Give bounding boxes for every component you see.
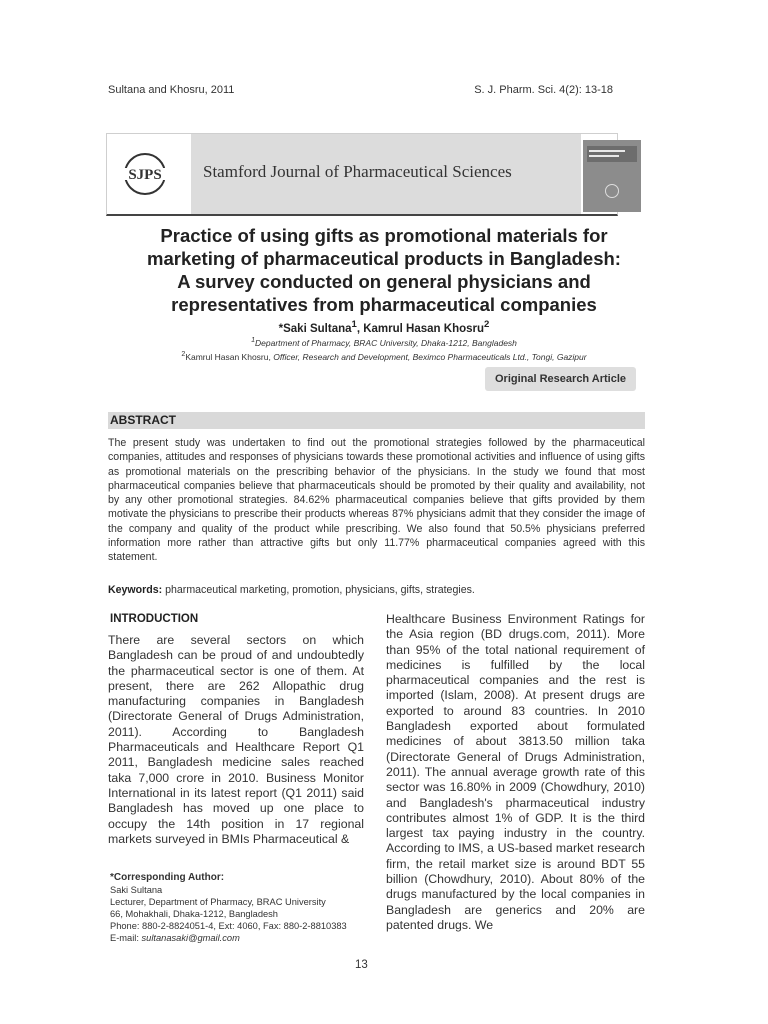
affiliation-superscript: 2 bbox=[181, 350, 186, 358]
title-line: Practice of using gifts as promotional materials for bbox=[160, 225, 608, 246]
corresponding-author bbox=[110, 872, 380, 944]
corresponding-name: Saki Sultana bbox=[110, 885, 163, 895]
keywords-label: Keywords: bbox=[108, 584, 163, 596]
journal-logo bbox=[107, 134, 183, 214]
abstract-text: The present study was undertaken to find out the promotional strategies followed by the pharmaceutical companies, attitudes and responses of physicians towards these promotional activities and influence of using gifts as promotional materials on the prescribing behavior of the physicians. In the study we found that most pharmaceutical companies believe that pharmaceuticals should be promoted by their quality and availability, not by any other promotional strategies. 84.62% pharmaceutical companies believe that gifts provided by them motivate the physicians to prescribe their products whereas 87% physicians admit that they consider the image of the company and quality of the product while prescribing. We also found that 50.5% physicians preferred information more rather than attractive gifts but only 11.77% pharmaceutical companies agreed with this statement. bbox=[108, 437, 645, 564]
article-title bbox=[100, 224, 668, 316]
abstract-heading-bar bbox=[108, 412, 645, 429]
corresponding-heading: *Corresponding Author: bbox=[110, 872, 225, 883]
body-column-right: Healthcare Business Environment Ratings for the Asia region (BD drugs.com, 2011). More than 95% of the total national requirement of medicines is fulfilled by the local pharmaceutical companies and the rest is imported (Islam, 2008). At present drugs are exported to around 83 countries. In 2010 Bangladesh exported about formulated medicines of about 3813.50 million taka (Directorate General of Drugs Administration, 2011). The annual average growth rate of this sector was 16.80% in 2009 (Chowdhury, 2010) and Bangladesh's pharmaceutical industry contributes almost 1% of GDP. It is the third largest tax paying industry in the country. According to IMS, a US-based market research firm, the retail market size is around BDT 55 billion (Chowdhury, 2010). About 80% of the drugs manufactured by the local companies in Bangladesh are generics and 20% are patented drugs. We bbox=[386, 612, 645, 932]
author-separator: , bbox=[356, 322, 364, 335]
author-name: Kamrul Hasan Khosru bbox=[363, 322, 485, 335]
running-header-left: Sultana and Khosru, 2011 bbox=[108, 84, 235, 96]
page-number: 13 bbox=[355, 959, 368, 971]
running-header-right: S. J. Pharm. Sci. 4(2): 13-18 bbox=[474, 84, 613, 96]
author-superscript: 1 bbox=[351, 319, 357, 330]
abstract-heading: ABSTRACT bbox=[110, 413, 176, 427]
corresponding-address: 66, Mohakhali, Dhaka-1212, Bangladesh bbox=[110, 909, 278, 919]
affiliation-name: Kamrul Hasan Khosru, bbox=[185, 351, 274, 362]
body-column-left: There are several sectors on which Bangladesh can be proud of and undoubtedly the pharmaceutical sector is one of them. At present, there are 262 Allopathic drug manufacturing companies in Bangladesh (Directorate General of Drugs Administration, 2011). According to Bangladesh Pharmaceuticals and Healthcare Report Q1 2011, Bangladesh medicine sales reached taka 7,000 crore in 2010. Business Monitor International in its latest report (Q1 2011) said Bangladesh has moved up one place to occupy the 14th position in 17 regional markets surveyed in BMIs Pharmaceutical & bbox=[108, 633, 364, 846]
author-name: *Saki Sultana bbox=[278, 322, 352, 335]
title-line: A survey conducted on general physicians and bbox=[177, 271, 591, 292]
keywords-text: pharmaceutical marketing, promotion, physicians, gifts, strategies. bbox=[162, 584, 475, 596]
affiliation-1 bbox=[100, 336, 668, 348]
author-list bbox=[100, 319, 668, 335]
title-line: representatives from pharmaceutical companies bbox=[171, 294, 597, 315]
journal-banner bbox=[106, 133, 618, 216]
introduction-heading: INTRODUCTION bbox=[110, 613, 199, 625]
sjps-logo-icon bbox=[115, 146, 175, 202]
affiliation-text: Department of Pharmacy, BRAC University, Dhaka-1212, Bangladesh bbox=[255, 337, 517, 348]
corresponding-position: Lecturer, Department of Pharmacy, BRAC University bbox=[110, 897, 326, 907]
journal-cover-thumbnail bbox=[583, 140, 641, 212]
affiliation-2 bbox=[100, 350, 668, 362]
title-line: marketing of pharmaceutical products in Bangladesh: bbox=[147, 248, 621, 269]
corresponding-email-line bbox=[110, 932, 380, 944]
article-type-badge: Original Research Article bbox=[485, 367, 636, 391]
keywords bbox=[108, 584, 645, 596]
email-address[interactable]: sultanasaki@gmail.com bbox=[141, 933, 240, 943]
affiliation-text: Officer, Research and Development, Beximco Pharmaceuticals Ltd., Tongi, Gazipur bbox=[273, 351, 587, 362]
email-label: E-mail: bbox=[110, 933, 142, 943]
logo-text: SJPS bbox=[128, 167, 162, 183]
corresponding-phone: Phone: 880-2-8824051-4, Ext: 4060, Fax: 880-2-8810383 bbox=[110, 921, 347, 931]
affiliation-superscript: 1 bbox=[251, 336, 256, 344]
journal-name: Stamford Journal of Pharmaceutical Sciences bbox=[203, 162, 512, 181]
author-superscript: 2 bbox=[484, 319, 490, 330]
